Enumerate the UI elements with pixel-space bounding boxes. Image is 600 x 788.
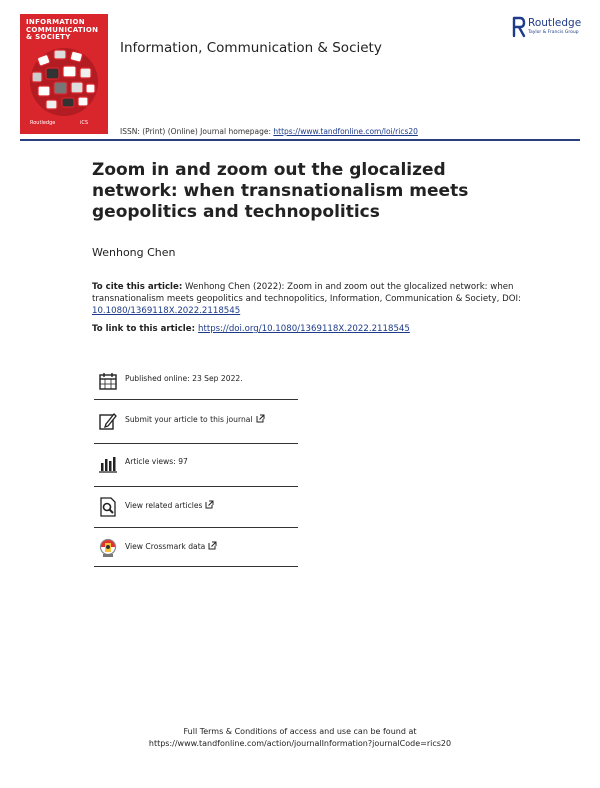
published-online-text: Published online: 23 Sep 2022.	[125, 374, 243, 383]
journal-cover	[20, 14, 108, 134]
cover-publisher: Routledge	[30, 120, 56, 126]
related-articles-row[interactable]	[98, 495, 298, 535]
doi-link[interactable]: 10.1080/1369118X.2022.2118545	[92, 306, 241, 316]
cover-title	[26, 19, 106, 42]
cover-title-line: & SOCIETY	[26, 33, 71, 41]
submit-article-label: Submit your article to this journal	[125, 415, 253, 424]
external-link-icon	[205, 500, 214, 509]
cover-title-line: INFORMATION	[26, 18, 85, 26]
crossmark-label: View Crossmark data	[125, 542, 206, 551]
cover-title-line: COMMUNICATION	[26, 25, 99, 34]
journal-title: Information, Communication & Society	[120, 40, 382, 56]
article-link-url[interactable]: https://doi.org/10.1080/1369118X.2022.2118545	[198, 324, 410, 334]
article-author: Wenhong Chen	[92, 246, 176, 259]
terms-url[interactable]: https://www.tandfonline.com/action/journalInformation?journalCode=rics20	[148, 739, 452, 748]
info-divider	[94, 443, 298, 444]
submit-article-link[interactable]	[125, 414, 265, 424]
citation-block	[92, 281, 522, 317]
publisher-name: Routledge	[528, 17, 582, 29]
external-link-icon	[208, 541, 217, 550]
article-views-text: Article views: 97	[125, 457, 188, 466]
issn-line	[120, 127, 418, 136]
bar-chart-icon	[98, 454, 118, 474]
routledge-logo-icon	[512, 16, 526, 38]
related-articles-link[interactable]	[125, 500, 214, 510]
crossmark-link[interactable]	[125, 541, 217, 551]
issn-label: ISSN: (Print) (Online) Journal homepage:	[120, 127, 274, 136]
article-title: Zoom in and zoom out the glocalized network: when transnationalism meets geopolitics and technopolitics	[92, 160, 469, 222]
cover-journal-abbrev: iCS	[80, 120, 89, 126]
external-link-icon	[256, 414, 265, 423]
crossmark-icon	[98, 538, 118, 558]
header-divider	[20, 139, 580, 141]
published-online-row	[98, 369, 298, 409]
document-search-icon	[98, 497, 118, 517]
cover-globe-art	[24, 42, 104, 120]
info-divider	[94, 527, 298, 528]
article-link-label: To link to this article:	[92, 324, 199, 334]
related-articles-label: View related articles	[125, 501, 203, 510]
info-divider	[94, 486, 298, 487]
calendar-icon	[98, 371, 118, 391]
info-divider	[94, 566, 298, 567]
info-divider	[94, 399, 298, 400]
crossmark-row[interactable]	[98, 536, 298, 576]
publisher-group: Taylor & Francis Group	[528, 30, 579, 35]
citation-text: Wenhong Chen (2022): Zoom in and zoom out the glocalized network: when transnationalism meets geopolitics and technopolitics, Information, Communication & Society, DOI:	[92, 282, 521, 304]
journal-homepage-link[interactable]: https://www.tandfonline.com/loi/rics20	[273, 127, 418, 136]
article-link-line	[92, 324, 410, 334]
edit-icon	[98, 411, 118, 431]
citation-label: To cite this article:	[92, 282, 183, 292]
terms-line: Full Terms & Conditions of access and use can be found at	[183, 727, 417, 736]
